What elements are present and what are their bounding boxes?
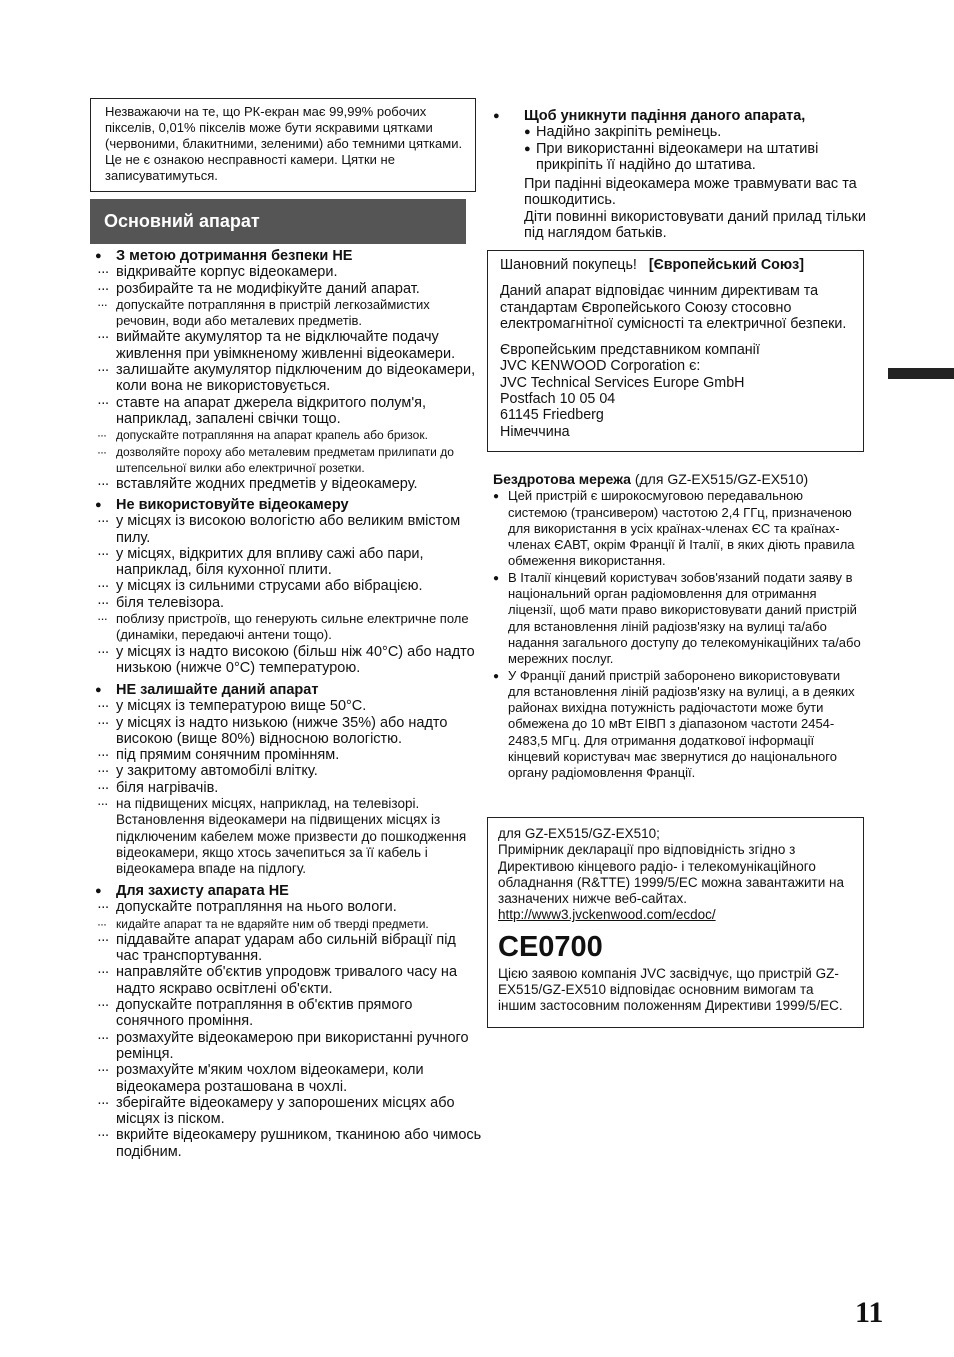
eu-greeting: Шановний покупець!	[500, 257, 637, 273]
list-item: ··· залишайте акумулятор підключеним до відеокамери, коли вона не використовується.	[97, 362, 476, 395]
lcd-note-box	[90, 98, 476, 192]
eu-rep-line: Postfach 10 05 04	[500, 391, 616, 408]
list-item: ● Цей пристрій є широкосмуговою передавальною системою (трансивером) частотою 2,4 ГГц, призначеною для використання в усіх країнах-членах ЄС та країнах-членах ЄАВТ, окрім Франції й Італії, в яких діють правила обмеження використання.	[493, 488, 865, 569]
do-not-use-heading: ● Не використовуйте відеокамеру	[90, 497, 482, 513]
list-item: ··· направляйте об'єктив упродовж тривалого часу на надто яскраво освітлені об'єкти.	[97, 964, 458, 997]
wireless-title: Бездротова мережа	[493, 471, 631, 487]
list-item: ··· у місцях із надто високою (більш ніж 40°C) або надто низькою (нижче 0°C) температурою.	[97, 643, 475, 676]
list-item: ● У Франції даний пристрій заборонено використовувати для встановлення ліній радіозв'язку на вулиці, а в деяких районах вихідна потужність радіочастоти може бути обмежена до 10 мВт ЕІВП з діапазоном частоти 2454-2483,5 МГц. Для отримання додаткової інформації кінцевий користувач має звернутися до національного органу радіомовлення Франції.	[493, 668, 865, 782]
eu-header	[500, 257, 851, 273]
eu-rep-line: JVC Technical Services Europe GmbH	[500, 374, 745, 391]
declaration-text: Примірник декларації про відповідність згідно з Директивою кінцевого радіо- і телекомунікаційного обладнання (R&TTE) 1999/5/EC можна завантажити на зазначених нижче веб-сайтах.	[498, 842, 844, 907]
list-item: ··· кидайте апарат та не вдаряйте ним об тверді предмети.	[97, 916, 429, 931]
protect-heading: ● Для захисту апарата НЕ	[90, 883, 482, 899]
list-item: ··· у місцях із надто низькою (нижче 35%) або надто високою (вище 80%) відносною вологістю.	[97, 714, 448, 747]
do-not-leave-section	[90, 682, 482, 878]
eu-tag: [Європейський Союз]	[648, 257, 804, 273]
wireless-models: (для GZ-EX515/GZ-EX510)	[634, 471, 809, 487]
list-item: ··· допускайте потрапляння в пристрій легкозаймистих речовин, води або металевих предметів.	[97, 296, 430, 329]
list-item: ··· піддавайте апарат ударам або сильній вібрації під час транспортування.	[97, 931, 456, 965]
list-item: ··· вставляйте жодних предметів у відеокамеру.	[97, 476, 418, 493]
list-item: ● При використанні відеокамери на штативі прикріпіть її надійно до штатива.	[488, 141, 866, 174]
declaration-link[interactable]: http://www3.jvckenwood.com/ecdoc/	[498, 907, 716, 923]
list-item: ··· у місцях із температурою вище 50°C.	[97, 698, 367, 715]
list-item: ··· виймайте акумулятор та не відключайте подачу живлення при увімкненому живленні відеокамери.	[97, 329, 456, 362]
wireless-section	[493, 471, 865, 782]
prevent-fall-para: При падінні відеокамера може травмувати вас та пошкодитись.	[524, 176, 857, 209]
list-item: ··· у місцях, відкритих для впливу сажі або пари, наприклад, біля кухонної плити.	[97, 545, 424, 579]
do-not-leave-heading: ● НЕ залишайте даний апарат	[90, 682, 482, 698]
list-item: ··· допускайте потрапляння в об'єктив прямого сонячного проміння.	[97, 997, 413, 1030]
lcd-note-text: Незважаючи на те, що РК-екран має 99,99% робочих пікселів, 0,01% пікселів може бути яскравими цятками (червоними, блакитними, зеленими) або темними цятками. Це не є ознакою несправності камери. Цятки не записуватимуться.	[105, 104, 463, 183]
safety-heading: ● З метою дотримання безпеки НЕ	[90, 248, 482, 264]
list-item: ● Надійно закріпіть ремінець.	[488, 124, 866, 140]
list-item: ··· вкрийте відеокамеру рушником, тканиною або чимось подібним.	[97, 1127, 482, 1160]
do-not-use-section	[90, 497, 482, 676]
eu-rep-line: Європейським представником компанії	[500, 342, 760, 359]
list-item: ··· дозволяйте пороху або металевим предметам прилипати до штепсельної вилки або електричної розетки.	[97, 444, 454, 475]
safety-section	[90, 248, 482, 492]
list-item: ··· біля нагрівачів.	[97, 779, 219, 796]
prevent-fall-section	[488, 108, 866, 241]
list-item: ··· у місцях із сильними струсами або вібрацією.	[97, 578, 423, 595]
eu-rep-line: Німеччина	[500, 423, 570, 440]
eu-rep-line: 61145 Friedberg	[500, 407, 604, 424]
eu-rep-line: JVC KENWOOD Corporation є:	[500, 358, 701, 375]
eu-text: Даний апарат відповідає чинним директивам та стандартам Європейського Союзу стосовно електромагнітної сумісності та електричної безпеки.	[500, 283, 847, 332]
page-number: 11	[855, 1296, 884, 1329]
wireless-title-line	[493, 471, 865, 487]
list-item: ··· допускайте потрапляння на апарат крапель або бризок.	[97, 428, 428, 443]
side-tab-marker	[888, 368, 954, 379]
list-item: ··· розмахуйте відеокамерою при використанні ручного ремінця.	[97, 1029, 469, 1062]
ce-mark: CE0700	[498, 930, 603, 963]
list-item: ··· відкривайте корпус відеокамери.	[97, 264, 338, 281]
prevent-fall-para: Діти повинні використовувати даний прилад тільки під наглядом батьків.	[524, 208, 866, 242]
declaration-statement: Цією заявою компанія JVC засвідчує, що пристрій GZ-EX515/GZ-EX510 відповідає основним вимогам та іншим застосовним положенням Директиви 1999/5/EC.	[498, 965, 843, 1014]
list-item: ··· у закритому автомобілі влітку.	[97, 763, 318, 780]
declaration-models: для GZ-EX515/GZ-EX510;	[498, 826, 660, 841]
prevent-fall-heading: ● Щоб уникнути падіння даного апарата,	[488, 108, 866, 124]
protect-section	[90, 883, 482, 1160]
list-item: ● В Італії кінцевий користувач зобов'язаний подати заяву в національний орган радіомовлення для отримання ліцензії, щоб мати право використовувати даний пристрій для встановлення ліній радіозв'язку на вулиці та/або надання загального доступу до телекомунікаційних та/або мережних послуг.	[493, 570, 865, 668]
list-item: ··· у місцях із високою вологістю або великим вмістом пилу.	[97, 513, 461, 546]
list-item: ··· зберігайте відеокамеру у запорошених місцях або місцях із піском.	[97, 1094, 455, 1128]
section-title: Основний апарат	[90, 199, 466, 244]
list-item: ··· поблизу пристроїв, що генерують сильне електричне поле (динаміки, передаючі антени тощо).	[97, 611, 469, 643]
list-item: ··· розбирайте та не модифікуйте даний апарат.	[97, 280, 420, 297]
list-item: ··· ставте на апарат джерела відкритого полум'я, наприклад, запалені свічки тощо.	[97, 394, 426, 427]
list-item: ··· допускайте потрапляння на нього вологи.	[97, 899, 397, 916]
list-item: ··· розмахуйте м'яким чохлом відеокамери, коли відеокамера розташована в чохлі.	[97, 1062, 424, 1095]
declaration-box	[487, 817, 864, 1028]
list-item: ··· на підвищених місцях, наприклад, на телевізорі. Встановлення відеокамери на підвищених місцях із підключеним кабелем може призвести до пошкодження відеокамери, якщо хтось зачепиться за її кабель і відеокамера впаде на підлогу.	[97, 796, 467, 877]
list-item: ··· біля телевізора.	[97, 594, 225, 611]
eu-box	[487, 250, 864, 452]
list-item: ··· під прямим сонячним промінням.	[97, 747, 340, 764]
